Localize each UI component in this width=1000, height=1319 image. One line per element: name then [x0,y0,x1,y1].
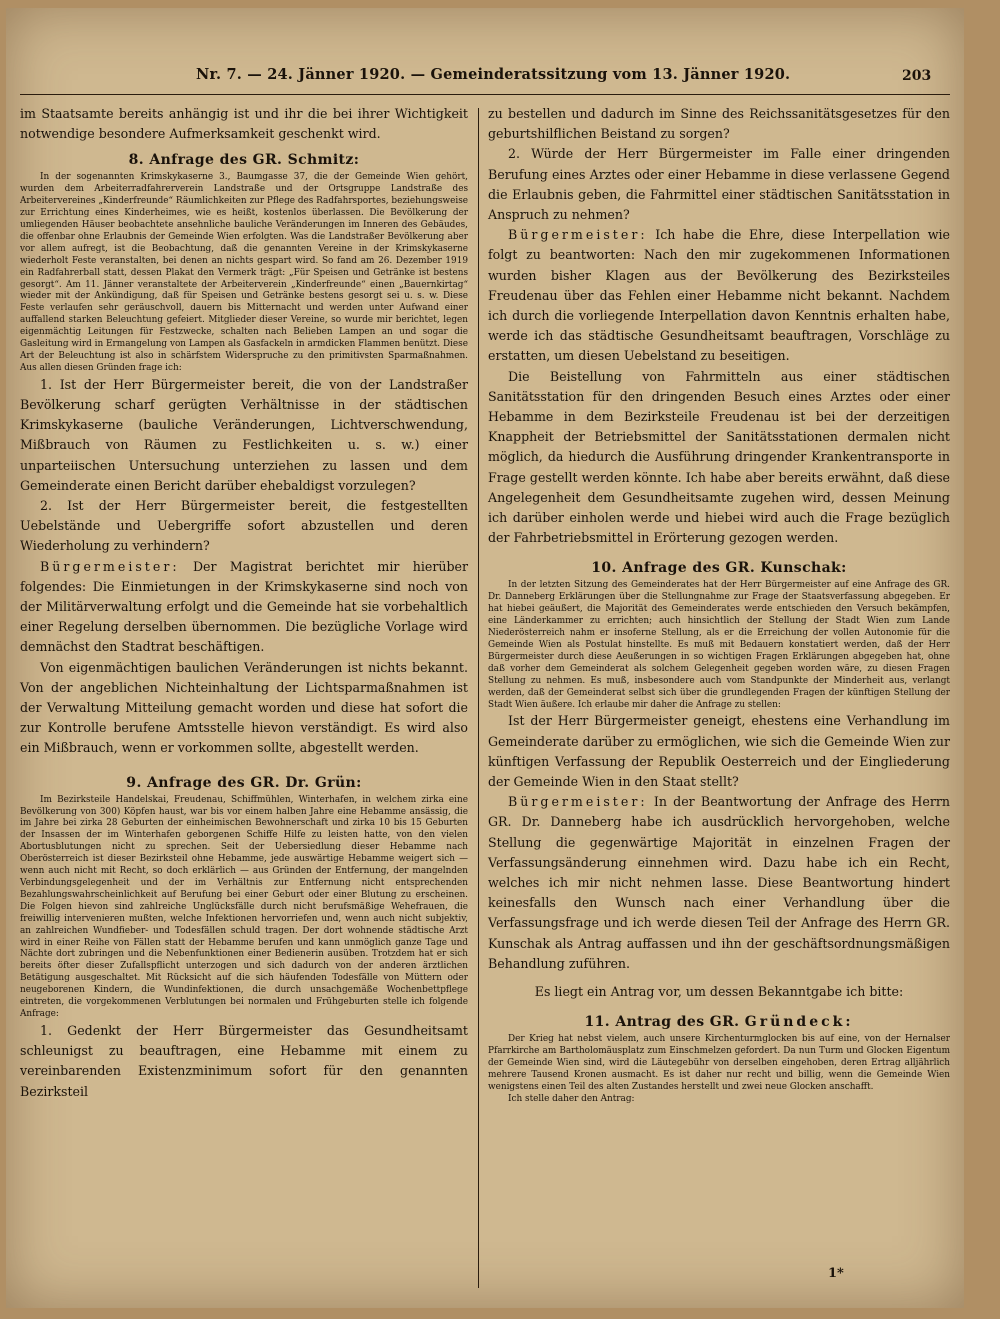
header-title: Nr. 7. — 24. Jänner 1920. — Gemeinderatssitzung vom 13. Jänner 1920. [196,66,791,83]
anfrage-10-question: Ist der Herr Bürgermeister geneigt, ehestens eine Verhandlung im Gemeinderate darüber zu ermöglichen, wie sich die Gemeinde Wien zur künftigen Verfassung der Republik Oesterreich und der Eingliederung der Gemeinde Wien in den Staat stellt? [488,713,950,790]
heading-anfrage-10: 10. Anfrage des GR. Kunschak: [591,560,847,577]
speaker-label: Bürgermeister: [508,227,648,243]
left-column [20,104,468,1102]
answer-text: Der Magistrat berichtet mir hierüber folgendes: Die Einmietungen in der Krimskykaserne sind noch von der Militärverwaltung erfolgt und die Gemeinde hat sie vorbehaltlich einer Regelung derselben übernommen. Die bezügliche Vorlage wird demnächst den Stadtrat beschäftigen. [20,558,468,655]
heading-antrag-11 [488,1010,950,1034]
answer-text: Ich habe die Ehre, diese Interpellation wie folgt zu beantworten: Nach den mir zugekommenen Informationen wurden bisher Klagen aus der Bevölkerung des Bezirksteiles Freudenau über das Fehlen einer Hebamme nicht bekannt. Nachdem ich durch die vorliegende Interpellation davon Kenntnis erhalten habe, werde ich das städtische Gesundheitsamt beauftragen, Vorschläge zu erstatten, um diesen Uebelstand zu beseitigen. [488,227,950,364]
signature-mark: 1* [828,1266,844,1281]
anfrage-9-question-1-continued: zu bestellen und dadurch im Sinne des Reichssanitätsgesetzes für den geburtshilflichen Beistand zu sorgen? [488,106,950,142]
anfrage-9-question-1: 1. Gedenkt der Herr Bürgermeister das Gesundheitsamt schleunigst zu beauftragen, eine Hebamme mit einem zu vereinbarenden Existenzminimum sofort für den genannten Bezirksteil [20,1022,468,1099]
anfrage-9-answer-2: Die Beistellung von Fahrmitteln aus einer städtischen Sanitätsstation für den dringenden Besuch eines Arztes oder einer Hebamme in dem Bezirksteile Freudenau ist bei der derzeitigen Knappheit der Betriebsmittel der Sanitätsstationen dermalen nicht möglich, da hiedurch die Ausführung dringender Krankentransporte in Frage gestellt werden könnte. Ich habe aber bereits erwähnt, daß diese Angelegenheit dem Gesundheitsamte zugehen wird, dessen Meinung ich darüber einholen werde und hiebei wird auch die Frage bezüglich der Fahrbetriebsmittel in Erörterung gezogen werden. [488,368,950,546]
intro-paragraph: im Staatsamte bereits anhängig ist und ihr die bei ihrer Wichtigkeit notwendige besondere Aufmerksamkeit geschenkt wird. [20,106,468,142]
anfrage-9-text: Im Bezirksteile Handelskai, Freudenau, Schiffmühlen, Winterhafen, in welchem zirka eine Bevölkerung von 300) Köpfen haust, war bis vor einem halben Jahre eine Hebamme ansässig, die im Jahre bei zirka 28 Geburten der einheimischen Bewohnerschaft und zirka 10 bis 15 Geburten der Insassen der im Winterhafen geborgenen Schiffe Hilfe zu leisten hatte, von den vielen Abortusblutungen nicht zu sprechen. Seit der Uebersiedlung dieser Hebamme nach Oberösterreich ist dieser Bezirksteil ohne Hebamme, jede auswärtige Hebamme weigert sich — wenn auch nicht mit Recht, so doch erklärlich — aus Gründen der Entfernung, der mangelnden Verbindungsgelegenheit und der im Verhältnis zur Entfernung nicht entsprechenden Bezahlungswahrscheinlichkeit auf Berufung bei einer Geburt oder einer Blutung zu erscheinen. Die Folgen hievon sind zahlreiche Unglücksfälle durch nicht berufsmäßige Wehefrauen, die freiwillig intervenieren mußten, welche Infektionen hervorriefen und, wenn auch nicht subjektiv, an zahlreichen Wundfieber- und Todesfällen schuld tragen. Der dort wohnende städtische Arzt wird in einer Reihe von Fällen statt der Hebamme berufen und kann unmöglich ganze Tage und Nächte dort zubringen und die Nebenfunktionen einer Bedienerin ausüben. Trotzdem hat er sich bereits öfter dieser Zufallspflicht unterzogen und sich dadurch von der anderen ärztlichen Betätigung ausgeschaltet. Mit Rücksicht auf die sich häufenden Todesfälle von Müttern oder neugeborenen Kindern, die Wundinfektionen, die durch unsachgemäße Wochenbettpflege eintreten, die vorgekommenen Verblutungen bei normalen und Frühgeburten stelle ich folgende Anfrage: [20,794,468,1019]
speaker-label: Bürgermeister: [508,794,648,810]
anfrage-8-answer-2: Von eigenmächtigen baulichen Veränderungen ist nichts bekannt. Von der angeblichen Nichteinhaltung der Lichtsparmaßnahmen ist der Verwaltung Mitteilung gemacht worden und diese hat sofort die zur Kontrolle berufene Amtsstelle hievon verständigt. Es wird also ein Mißbrauch, wenn er vorkommen sollte, abgestellt werden. [20,659,468,756]
heading-anfrage-8: 8. Anfrage des GR. Schmitz: [128,152,360,169]
anfrage-9-question-2: 2. Würde der Herr Bürgermeister im Falle einer dringenden Berufung eines Arztes oder einer Hebamme in diese verlassene Gegend die Erlaubnis geben, die Fahrmittel einer städtischen Sanitätsstation in Anspruch zu nehmen? [488,146,950,223]
answer-text: In der Beantwortung der Anfrage des Herrn GR. Dr. Danneberg habe ich ausdrücklich hervorgehoben, welche Stellung die gegenwärtige Majorität in einzelnen Fragen der Verfassungsänderung einnehmen wird. Dazu habe ich ein Recht, welches ich mir nicht nehmen lasse. Diese Beantwortung hindert keinesfalls den Wunsch nach einer Verhandlung über die Verfassungsfrage und ich werde diesen Teil der Anfrage des Herrn GR. Kunschak als Antrag auffassen und ihn der geschäftsordnungsmäßigen Behandlung zuführen. [488,794,950,971]
anfrage-10-answer [488,792,950,974]
heading-prefix: 11. Antrag des GR. [584,1014,740,1031]
anfrage-8-question-1: 1. Ist der Herr Bürgermeister bereit, die von der Landstraßer Bevölkerung scharf gerügten Verhältnisse in der städtischen Krimskykaserne (bauliche Veränderungen, Lichtverschwendung, Mißbrauch von Räumen zu Festlichkeiten u. s. w.) einer unparteiischen Untersuchung unterziehen zu lassen und dem Gemeinderate einen Bericht darüber ehebaldigst vorzulegen? [20,376,468,493]
speaker-label: Bürgermeister: [40,558,180,574]
header-rule [20,94,950,95]
antrag-11-text: Der Krieg hat nebst vielem, auch unsere Kirchenturmglocken bis auf eine, von der Hernalser Pfarrkirche am Bartholomäusplatz zum Einschmelzen gefordert. Da nun Turm und Glocken Eigentum der Gemeinde Wien sind, wird die Läutegebühr von derselben eingehoben, deren Ertrag alljährlich mehrere Tausend Kronen ausmacht. Es ist daher nur recht und billig, wenn die Gemeinde Wien wenigstens einen Teil des alten Zustandes herstellt und zwei neue Glocken anschafft. [488,1034,950,1092]
antrag-announcement: Es liegt ein Antrag vor, um dessen Bekanntgabe ich bitte: [534,984,904,1000]
newspaper-page [6,8,964,1308]
anfrage-9-answer [488,225,950,366]
heading-anfrage-9: 9. Anfrage des GR. Dr. Grün: [126,774,362,791]
page-number: 203 [902,68,932,84]
right-column [488,104,950,1106]
antrag-11-closing: Ich stelle daher den Antrag: [508,1093,635,1104]
anfrage-8-question-2: 2. Ist der Herr Bürgermeister bereit, die festgestellten Uebelstände und Uebergriffe sofort abzustellen und deren Wiederholung zu verhindern? [20,498,468,554]
anfrage-8-text: In der sogenannten Krimskykaserne 3., Baumgasse 37, die der Gemeinde Wien gehört, wurden dem Arbeiterradfahrerverein Landstraße und der Ortsgruppe Landstraße des Arbeitervereines „Kinderfreunde“ Räumlichkeiten zur Pflege des Radfahrsportes, beziehungsweise zur Errichtung eines Kinderheimes, wie es heißt, kostenlos überlassen. Die Bevölkerung der umliegenden Häuser beobachtete ansehnliche bauliche Veränderungen im Inneren des Gebäudes, die offenbar ohne Erlaubnis der Gemeinde Wien erfolgten. Was die Landstraßer Bevölkerung aber vor allem aufregt, ist die Beobachtung, daß die genannten Vereine in der Krimskykaserne wiederholt Feste veranstalten, bei denen an nichts gespart wird. So fand am 26. Dezember 1919 ein Radfahrerball statt, dessen Plakat den Vermerk trägt: „Für Speisen und Getränke ist bestens gesorgt“. Am 11. Jänner veranstaltete der Arbeiterverein „Kinderfreunde“ einen „Bauernkirtag“ wieder mit der Ankündigung, daß für Speisen und Getränke bestens gesorgt sei u. s. w. Diese Feste verlaufen sehr geräuschvoll, dauern bis Mitternacht und werden unter Aufwand einer auffallend starken Beleuchtung gefeiert. Mitglieder dieser Vereine, so wurde mir berichtet, legen eigenmächtig Leitungen für Festzwecke, schalten nach Belieben Lampen an und sogar die Gasleitung wird in Ermangelung von Lampen als Gasfackeln in armdicken Flammen benützt. Diese Art der Beleuchtung ist also in schärfstem Widerspruche zu den primitivsten Sparmaßnahmen. Aus allen diesen Gründen frage ich: [20,172,468,373]
anfrage-8-answer [20,557,468,658]
heading-name: Gründeck: [744,1014,854,1031]
page-header [6,66,964,92]
anfrage-10-text: In der letzten Sitzung des Gemeinderates hat der Herr Bürgermeister auf eine Anfrage des GR. Dr. Danneberg Erklärungen über die Stellungnahme zur Frage der Staatsverfassung abgegeben. Er hat hiebei geäußert, die Majorität des Gemeinderates werde entschieden den Versuch bekämpfen, eine Länderkammer zu errichten; auch hinsichtlich der Stellung der Stadt Wien zum Lande Niederösterreich nahm er insoferne Stellung, als er die Erreichung der vollen Autonomie für die Gemeinde Wien als Postulat hinstellte. Es muß mit Bedauern konstatiert werden, daß der Herr Bürgermeister durch diese Aeußerungen in so wichtigen Fragen Erklärungen abgegeben hat, ohne daß vorher dem Gemeinderat als solchem Gelegenheit gegeben worden wäre, zu diesen Fragen Stellung zu nehmen. Es muß, insbesondere auch vom Standpunkte der Minderheit aus, verlangt werden, daß der Gemeinderat selbst sich über die grundlegenden Fragen der künftigen Stellung der Stadt Wien äußere. Ich erlaube mir daher die Anfrage zu stellen: [488,580,950,710]
column-divider [478,108,479,1288]
